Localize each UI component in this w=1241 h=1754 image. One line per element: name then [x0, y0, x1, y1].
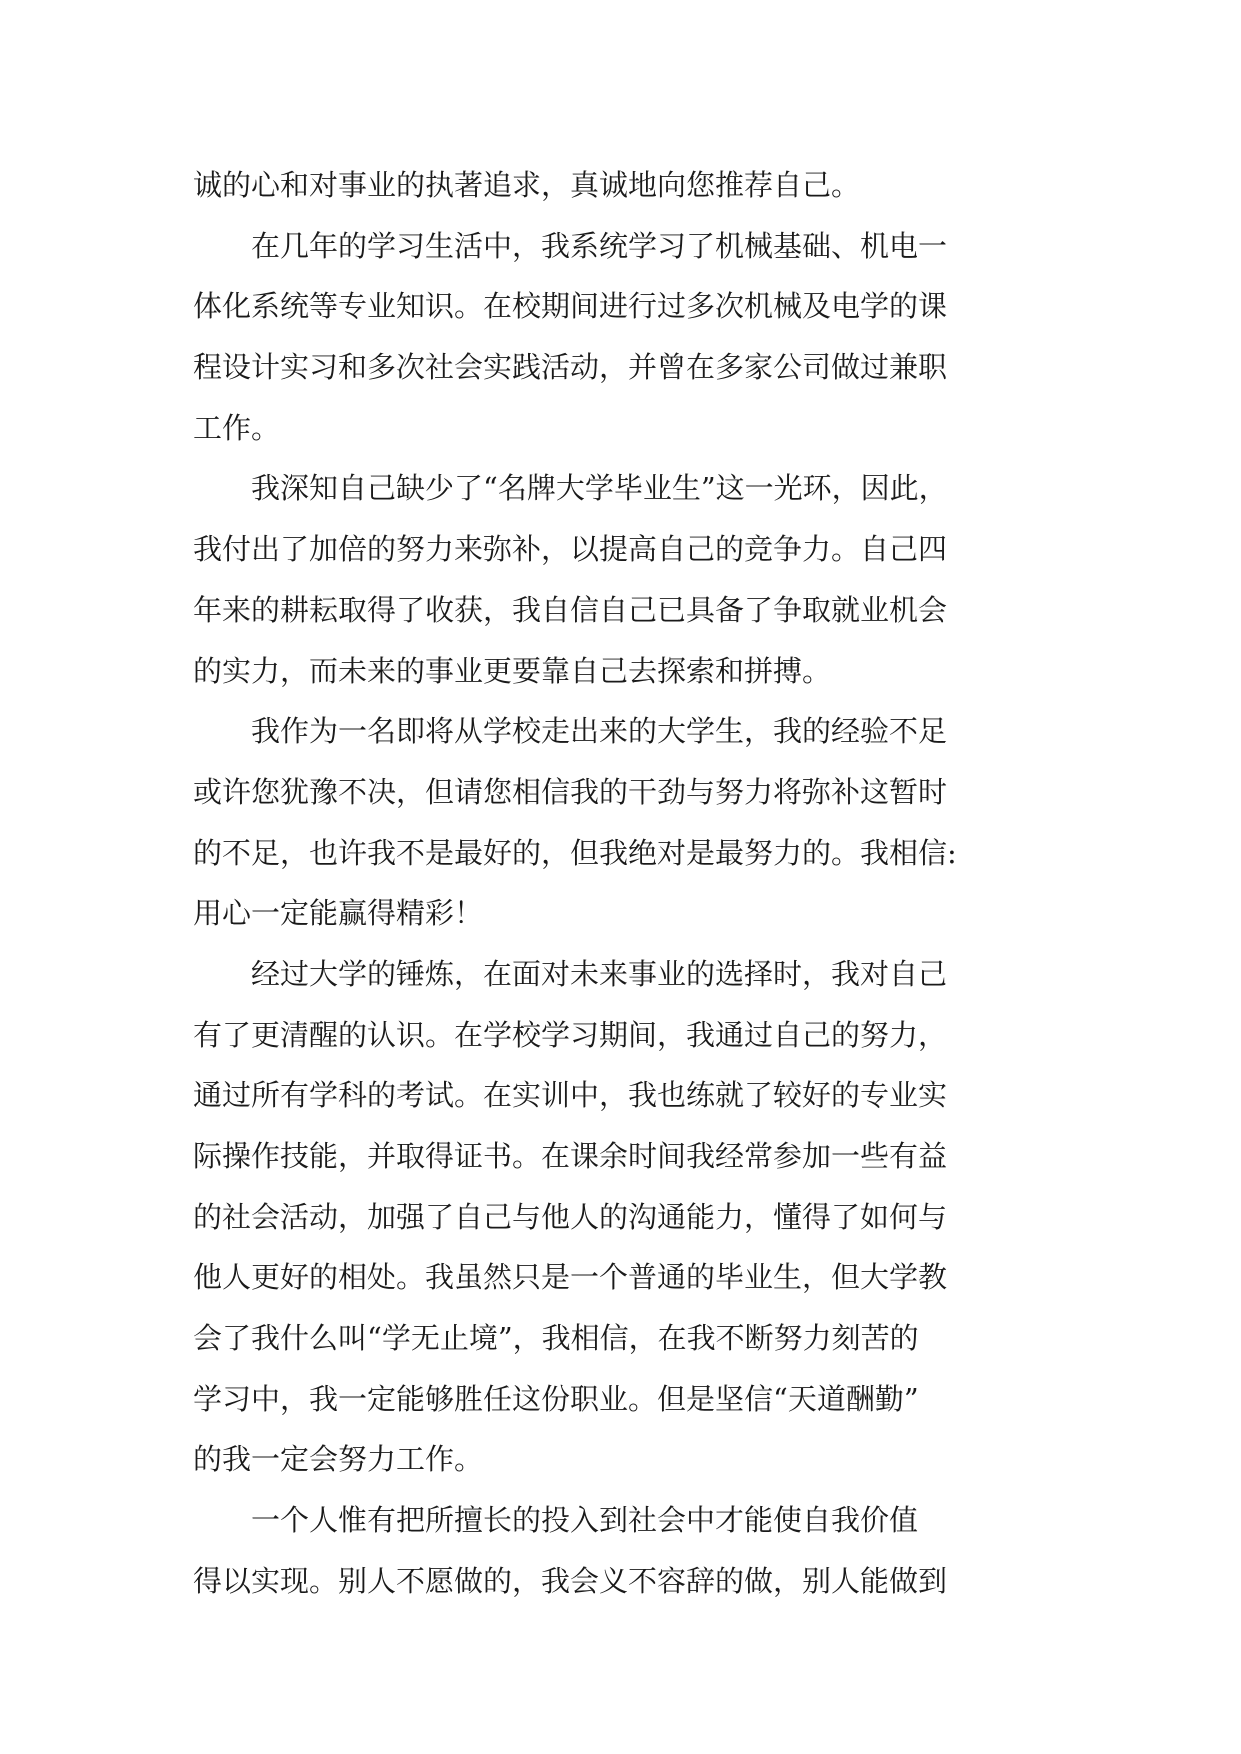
text-line: 的实力，而未来的事业更要靠自己去探索和拼搏。 — [193, 653, 832, 688]
letter-body — [193, 155, 1063, 1612]
text-line: 际操作技能，并取得证书。在课余时间我经常参加一些有益 — [193, 1139, 948, 1173]
text-line: 的我一定会努力工作。 — [193, 1442, 484, 1477]
text-line: 工作。 — [193, 410, 281, 445]
text-line: 我深知自己缺少了“名牌大学毕业生”这一光环，因此， — [193, 471, 948, 506]
text-line: 体化系统等专业知识。在校期间进行过多次机械及电学的课 — [193, 289, 948, 324]
text-line: 有了更清醒的认识。在学校学习期间，我通过自己的努力， — [193, 1017, 948, 1052]
text-line: 学习中，我一定能够胜任这份职业。但是坚信“天道酬勤” — [193, 1381, 919, 1416]
text-line: 得以实现。别人不愿做的，我会义不容辞的做，别人能做到 — [193, 1563, 948, 1598]
text-line: 我作为一名即将从学校走出来的大学生，我的经验不足 — [193, 714, 948, 749]
text-line: 一个人惟有把所擅长的投入到社会中才能使自我价值 — [193, 1503, 919, 1538]
text-line: 在几年的学习生活中，我系统学习了机械基础、机电一 — [193, 228, 948, 263]
text-line: 诚的心和对事业的执著追求，真诚地向您推荐自己。 — [193, 168, 861, 202]
text-line: 我付出了加倍的努力来弥补，以提高自己的竞争力。自己四 — [193, 532, 948, 567]
text-line: 年来的耕耘取得了收获，我自信自己已具备了争取就业机会 — [193, 592, 948, 627]
text-line: 或许您犹豫不决，但请您相信我的干劲与努力将弥补这暂时 — [193, 774, 948, 809]
text-line: 的不足，也许我不是最好的，但我绝对是最努力的。我相信: — [193, 835, 957, 870]
text-line: 他人更好的相处。我虽然只是一个普通的毕业生，但大学教 — [193, 1260, 948, 1295]
text-line: 的社会活动，加强了自己与他人的沟通能力，懂得了如何与 — [193, 1199, 948, 1234]
text-line: 用心一定能赢得精彩！ — [193, 896, 484, 931]
text-line: 经过大学的锤炼，在面对未来事业的选择时，我对自己 — [193, 956, 948, 991]
text-line: 程设计实习和多次社会实践活动，并曾在多家公司做过兼职 — [193, 350, 948, 385]
text-line: 通过所有学科的考试。在实训中，我也练就了较好的专业实 — [193, 1078, 948, 1113]
text-line: 会了我什么叫“学无止境”，我相信，在我不断努力刻苦的 — [193, 1321, 919, 1356]
